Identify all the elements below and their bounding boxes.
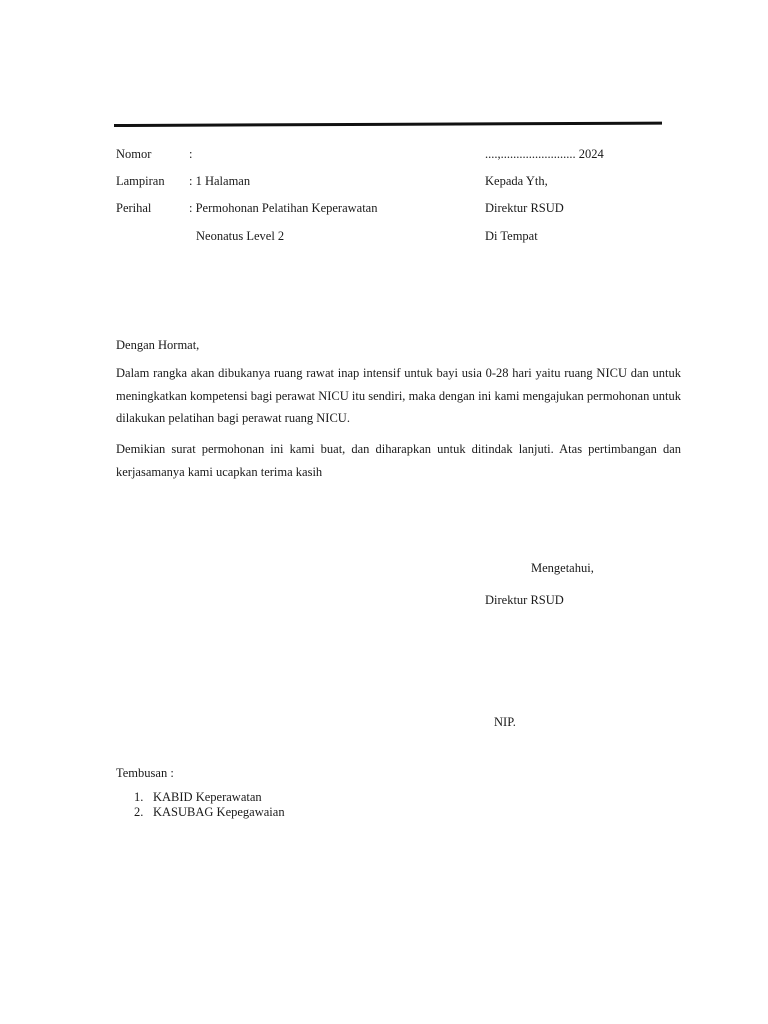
- cc-label: Tembusan :: [116, 766, 174, 780]
- list-item: [134, 790, 285, 805]
- signatory-position: Direktur RSUD: [485, 593, 564, 607]
- header-rule: [114, 122, 662, 127]
- perihal-value-line1: : Permohonan Pelatihan Keperawatan: [189, 201, 378, 215]
- lampiran-label: Lampiran: [116, 174, 165, 188]
- perihal-value-line2: Neonatus Level 2: [196, 229, 285, 243]
- cc-list: [134, 790, 285, 820]
- nomor-colon: :: [189, 147, 193, 161]
- recipient-place: Di Tempat: [485, 229, 538, 243]
- list-item-number: 1.: [134, 790, 144, 804]
- list-item: [134, 805, 285, 820]
- nip-label: NIP.: [494, 715, 516, 729]
- list-item-number: 2.: [134, 805, 144, 819]
- lampiran-value: : 1 Halaman: [189, 174, 251, 188]
- recipient-title: Direktur RSUD: [485, 201, 564, 215]
- body-paragraph-1: Dalam rangka akan dibukanya ruang rawat inap intensif untuk bayi usia 0-28 hari yaitu ruang NICU dan untuk meningkatkan kompetensi bagi perawat NICU itu sendiri, maka dengan ini kami mengajukan permohonan untuk dilakukan pelatihan bagi perawat ruang NICU.: [116, 366, 681, 425]
- body-paragraph-2: Demikian surat permohonan ini kami buat, dan diharapkan untuk ditindak lanjuti. Atas pertimbangan dan kerjasamanya kami ucapkan terima kasih: [116, 442, 681, 479]
- salutation: Dengan Hormat,: [116, 338, 200, 352]
- list-item-text: KASUBAG Kepegawaian: [153, 805, 285, 819]
- nomor-label: Nomor: [116, 147, 152, 161]
- perihal-label: Perihal: [116, 201, 152, 215]
- recipient-greeting: Kepada Yth,: [485, 174, 548, 188]
- list-item-text: KABID Keperawatan: [153, 790, 262, 804]
- letter-date: ....,........................ 2024: [485, 147, 604, 161]
- acknowledged-label: Mengetahui,: [531, 561, 594, 575]
